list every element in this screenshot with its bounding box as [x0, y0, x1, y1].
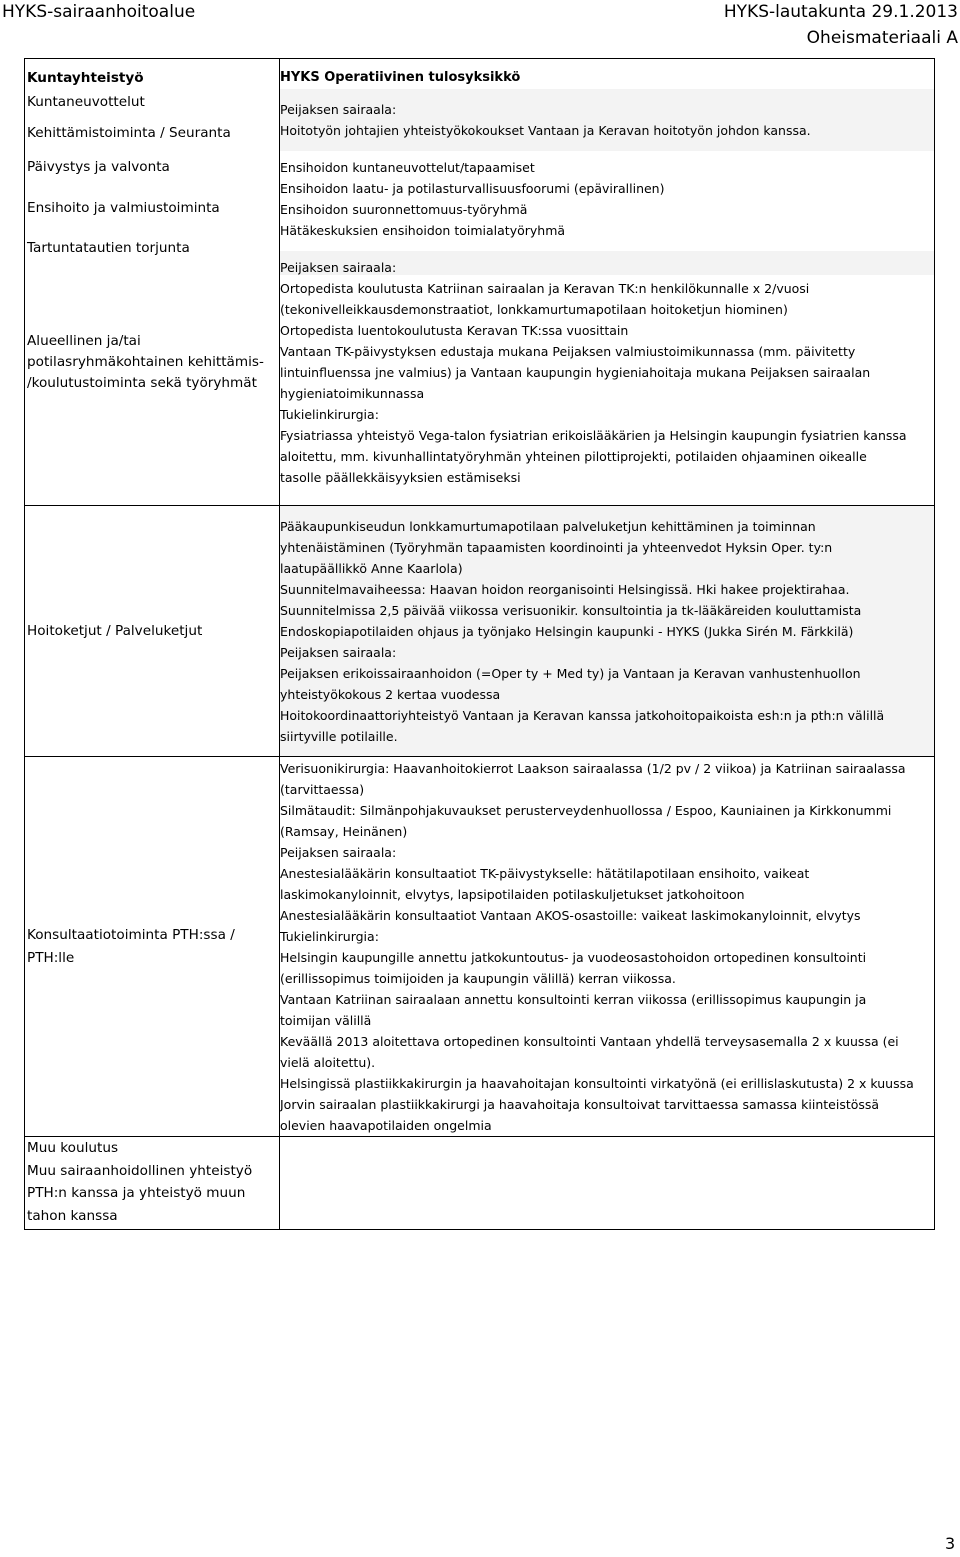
left-heading: Kuntayhteistyö — [27, 70, 144, 86]
left-item-hoitoketjut: Hoitoketjut / Palveluketjut — [27, 622, 203, 639]
cooperation-table — [24, 58, 935, 1230]
header-meeting-date: HYKS-lautakunta 29.1.2013 — [723, 2, 958, 22]
table-row — [25, 1137, 935, 1230]
header-attachment-label: Oheismateriaali A — [806, 28, 958, 48]
text-line: Vantaan TK-päivystyksen edustaja mukana Peijaksen valmiustoimikunnassa (mm. päivitetty — [280, 344, 856, 359]
left-cell-general — [25, 59, 280, 506]
text-line: Keväällä 2013 aloitettava ortopedinen konsultointi Vantaan yhdellä terveysasemalla 2 x kuussa (ei — [280, 1034, 899, 1049]
text-line: Ortopedista koulutusta Katriinan sairaalan ja Keravan TK:n henkilökunnalle x 2/vuosi — [280, 281, 810, 296]
text-line: Helsingin kaupungille annettu jatkokuntoutus- ja vuodeosastohoidon ortopedinen konsultointi — [280, 950, 867, 965]
right-block-1 — [280, 89, 934, 151]
right-block-3 — [280, 257, 934, 488]
text-line: laskimokanyloinnit, elvytys, lapsipotilaiden potilaskuljetukset jatkohoitoon — [280, 887, 745, 902]
text-line: toimijan välillä — [280, 1013, 372, 1028]
right-cell-konsultaatio — [280, 757, 935, 1137]
left-item-kehittamistoiminta: Kehittämistoiminta / Seuranta — [27, 125, 231, 141]
text-line: Vantaan Katriinan sairaalaan annettu konsultointi kerran viikossa (erillissopimus kaupungin ja — [280, 992, 867, 1007]
right-block-2 — [280, 151, 934, 251]
left-item-konsultaatio-1: Konsultaatiotoiminta PTH:ssa / — [27, 926, 235, 943]
left-item-muu-3: PTH:n kanssa ja yhteistyö muun — [27, 1185, 246, 1201]
right-cell-hoitoketjut — [280, 506, 935, 757]
text-line: Anestesialääkärin konsultaatiot TK-päivystykselle: hätätilapotilaan ensihoito, vaikeat — [280, 866, 810, 881]
text-line: Fysiatriassa yhteistyö Vega-talon fysiatrian erikoislääkärien ja Helsingin kaupungin fysiatrien kanssa — [280, 428, 907, 443]
header-left-title: HYKS-sairaanhoitoalue — [2, 2, 196, 22]
right-cell-muu — [280, 1137, 935, 1230]
left-cell-konsultaatio — [25, 757, 280, 1137]
text-line: siirtyville potilaille. — [280, 729, 398, 744]
left-item-paivystys: Päivystys ja valvonta — [27, 159, 170, 175]
text-line: vielä aloitettu). — [280, 1055, 376, 1070]
left-item-ensihoito: Ensihoito ja valmiustoiminta — [27, 200, 220, 216]
page-number: 3 — [945, 1534, 956, 1553]
text-line: Peijaksen sairaala: — [280, 260, 397, 275]
text-line: Suunnitelmissa 2,5 päivää viikossa verisuonikir. konsultointia ja tk-lääkäreiden kouluttamista — [280, 603, 862, 618]
text-line: Peijaksen sairaala: — [280, 845, 397, 860]
text-line: (erillissopimus toimijoiden ja kaupungin välillä) kerran viikossa. — [280, 971, 676, 986]
table-row — [25, 506, 935, 757]
text-line: Hoitokoordinaattoriyhteistyö Vantaan ja Keravan kanssa jatkohoitopaikoista esh:n ja pth:n välillä — [280, 708, 885, 723]
text-line: Anestesialääkärin konsultaatiot Vantaan AKOS-osastoille: vaikeat laskimokanyloinnit, elvytys — [280, 908, 861, 923]
left-item-konsultaatio-2: PTH:lle — [27, 949, 75, 966]
text-line: Suunnitelmavaiheessa: Haavan hoidon reorganisointi Helsingissä. Hki hakee projektirahaa. — [280, 582, 850, 597]
text-line: Tukielinkirurgia: — [280, 407, 379, 422]
text-line: Peijaksen erikoissairaanhoidon (=Oper ty + Med ty) ja Vantaan ja Keravan vanhustenhuollon — [280, 666, 861, 681]
table-row — [25, 757, 935, 1137]
text-line: lintuinfluenssa jne valmius) ja Vantaan kaupungin hygieniahoitaja mukana Peijaksen sairaalan — [280, 365, 871, 380]
text-line: Hoitotyön johtajien yhteistyökokoukset Vantaan ja Keravan hoitotyön johdon kanssa. — [280, 123, 811, 138]
text-line: Peijaksen sairaala: — [280, 645, 397, 660]
text-line: Pääkaupunkiseudun lonkkamurtumapotilaan palveluketjun kehittäminen ja toiminnan — [280, 519, 816, 534]
left-item-alueellinen-3: /koulutustoiminta sekä työryhmät — [27, 375, 257, 391]
text-line: Jorvin sairaalan plastiikkakirurgi ja haavahoitaja konsultoivat tarvittaessa samassa kiinteistössä — [280, 1097, 880, 1112]
text-line: yhteistyökokous 2 kertaa vuodessa — [280, 687, 501, 702]
text-line: Ensihoidon kuntaneuvottelut/tapaamiset — [280, 160, 535, 175]
text-line: Helsingissä plastiikkakirurgin ja haavahoitajan konsultointi virkatyönä (ei erillislaskutusta) 2 x kuussa — [280, 1076, 914, 1091]
text-line: Ensihoidon laatu- ja potilasturvallisuusfoorumi (epävirallinen) — [280, 181, 665, 196]
left-item-alueellinen-1: Alueellinen ja/tai — [27, 333, 141, 349]
text-line: yhtenäistäminen (Työryhmän tapaamisten koordinointi ja yhteenvedot Hyksin Oper. ty:n — [280, 540, 833, 555]
text-line: (tekonivelleikkausdemonstraatiot, lonkkamurtumapotilaan hoitoketjun hiominen) — [280, 302, 788, 317]
text-line: Silmätaudit: Silmänpohjakuvaukset perusterveydenhuollossa / Espoo, Kauniainen ja Kirkkonummi — [280, 803, 892, 818]
text-line: hygieniatoimikunnassa — [280, 386, 425, 401]
text-line: Hätäkeskuksien ensihoidon toimialatyöryhmä — [280, 223, 566, 238]
table-row — [25, 59, 935, 506]
text-line: laatupäällikkö Anne Kaarlola) — [280, 561, 463, 576]
left-item-alueellinen-2: potilasryhmäkohtainen kehittämis- — [27, 354, 264, 370]
text-line: aloitettu, mm. kivunhallintatyöryhmän yhteinen pilottiprojekti, potilaiden ohjaaminen oikealle — [280, 449, 867, 464]
right-heading: HYKS Operatiivinen tulosyksikkö — [280, 70, 521, 85]
left-item-muu-4: tahon kanssa — [27, 1207, 118, 1224]
text-line: tasolle päällekkäisyyksien estämiseksi — [280, 470, 521, 485]
text-line: Peijaksen sairaala: — [280, 102, 397, 117]
text-line: Ortopedista luentokoulutusta Keravan TK:ssa vuosittain — [280, 323, 629, 338]
left-cell-muu — [25, 1137, 280, 1230]
text-line: Verisuonikirurgia: Haavanhoitokierrot Laakson sairaalassa (1/2 pv / 2 viikoa) ja Katriinan sairaalassa — [280, 761, 906, 776]
text-line: (Ramsay, Heinänen) — [280, 824, 408, 839]
left-item-muu-1: Muu koulutus — [27, 1140, 119, 1156]
right-cell-general — [280, 59, 935, 506]
left-item-muu-2: Muu sairaanhoidollinen yhteistyö — [27, 1162, 253, 1179]
left-item-kuntaneuvottelut: Kuntaneuvottelut — [27, 94, 145, 110]
text-line: Endoskopiapotilaiden ohjaus ja työnjako Helsingin kaupunki - HYKS (Jukka Sirén M. Färkkilä) — [280, 624, 854, 639]
text-line: Ensihoidon suuronnettomuus-työryhmä — [280, 202, 528, 217]
left-cell-hoitoketjut — [25, 506, 280, 757]
left-item-tartunta: Tartuntatautien torjunta — [27, 240, 190, 256]
text-line: olevien haavapotilaiden ongelmia — [280, 1118, 492, 1133]
text-line: Tukielinkirurgia: — [280, 929, 379, 944]
text-line: (tarvittaessa) — [280, 782, 365, 797]
